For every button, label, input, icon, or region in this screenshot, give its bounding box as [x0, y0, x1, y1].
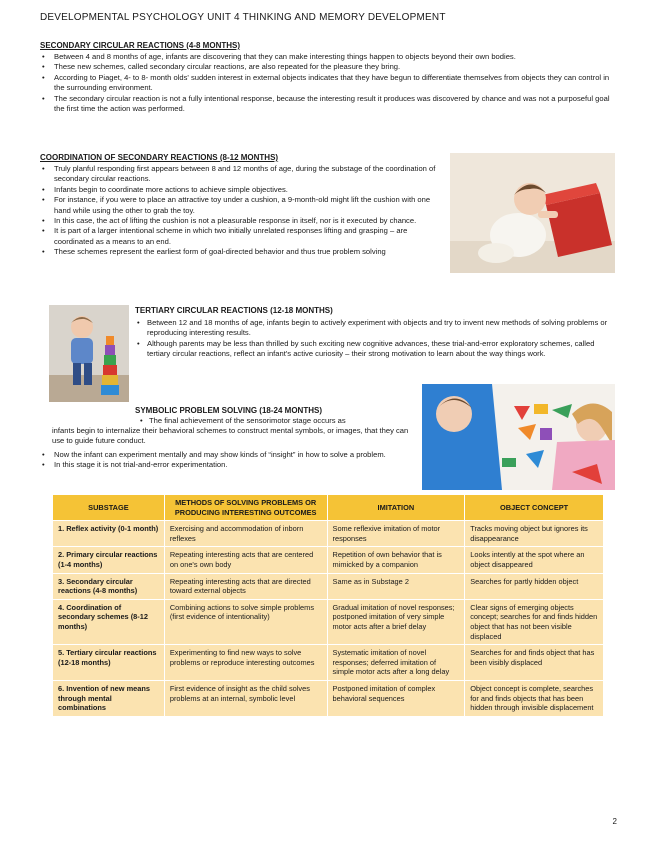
table-cell: Systematic imitation of novel responses; deferred imitation of simple motor acts after a long delay — [327, 645, 465, 681]
symbolic-lead-start: The final achievement of the sensorimotor stage occurs as — [149, 416, 346, 425]
table-cell: 1. Reflex activity (0-1 month) — [53, 521, 165, 547]
table-cell: Clear signs of emerging objects concept; searches for and finds hidden object that has not been visible displaced — [465, 599, 604, 644]
coordination-title: COORDINATION OF SECONDARY REACTIONS (8-12 MONTHS) — [40, 153, 279, 162]
table-cell: Combining actions to solve simple problems (first evidence of intentionality) — [164, 599, 327, 644]
list-item: • According to Piaget, 4- to 8- month olds' sudden interest in external objects indicates that they have begun to differentiate themselves from objects they can control in the surrounding environment. — [40, 73, 615, 94]
table-header-row — [53, 495, 604, 521]
toddler-stacking-photo — [49, 305, 129, 402]
table-cell: Some reflexive imitation of motor responses — [327, 521, 465, 547]
table-cell: Experimenting to find new ways to solve problems or reproduce interesting outcomes — [164, 645, 327, 681]
table-row — [53, 547, 604, 573]
list-item: • The secondary circular reaction is not a fully intentional response, because the interesting result it produces was discovered by chance and was not a purposeful goal the first time the action was performed. — [40, 94, 615, 115]
symbolic-lead-bullet — [140, 416, 346, 426]
table-cell: 6. Invention of new means through mental combinations — [53, 680, 165, 716]
children-puzzle-photo — [422, 384, 615, 490]
table-cell: Searches for and finds object that has been visibly displaced — [465, 645, 604, 681]
table-header-cell: OBJECT CONCEPT — [465, 495, 604, 521]
secondary-reactions-title: SECONDARY CIRCULAR REACTIONS (4-8 MONTHS) — [40, 41, 241, 50]
list-item: • These new schemes, called secondary circular reactions, are also repeated for the pleasure they bring. — [40, 62, 615, 72]
table-cell: 5. Tertiary circular reactions (12-18 months) — [53, 645, 165, 681]
substage-summary-table — [52, 494, 604, 717]
table-cell: Exercising and accommodation of inborn reflexes — [164, 521, 327, 547]
symbolic-lead-continued: infants begin to internalize their behavioral schemes to construct mental symbols, or images, that they can use to guide future conduct. — [52, 426, 409, 446]
list-item: • Although parents may be less than thrilled by such exciting new cognitive advances, these trial-and-error exploratory schemes, called tertiary circular reactions, reflect an infant's active curiosity – their strong motivation to learn about the way things work. — [135, 339, 613, 360]
table-row — [53, 599, 604, 644]
symbolic-title: SYMBOLIC PROBLEM SOLVING (18-24 MONTHS) — [135, 406, 322, 415]
list-item: • Between 12 and 18 months of age, infants begin to actively experiment with objects and try to invent new methods of solving problems or reproducing interesting results. — [135, 318, 613, 339]
bullet-glyph: • — [140, 416, 149, 425]
list-item: • In this stage it is not trial-and-error experimentation. — [40, 460, 420, 470]
list-item: • Truly planful responding first appears between 8 and 12 months of age, during the substage of the coordination of secondary circular reactions. — [40, 164, 440, 185]
secondary-reactions-list — [40, 52, 615, 114]
table-row — [53, 521, 604, 547]
table-cell: Object concept is complete, searches for and finds objects that has been hidden through invisible displacement — [465, 680, 604, 716]
table-cell: Postponed imitation of complex behavioral sequences — [327, 680, 465, 716]
tertiary-reactions-list — [135, 318, 613, 360]
list-item: • In this case, the act of lifting the cushion is not a pleasurable response in itself, nor is it executed by chance. — [40, 216, 440, 226]
page-number: 2 — [612, 817, 617, 826]
list-item: • It is part of a larger intentional scheme in which two initially unrelated responses lifting and grasping – are coordinated as a means to an end. — [40, 226, 440, 247]
table-cell: Repeating interesting acts that are directed toward external objects — [164, 573, 327, 599]
table-cell: Tracks moving object but ignores its disappearance — [465, 521, 604, 547]
table-cell: First evidence of insight as the child solves problems at an internal, symbolic level — [164, 680, 327, 716]
list-item: • Infants begin to coordinate more actions to achieve simple objectives. — [40, 185, 440, 195]
table-header-cell: METHODS OF SOLVING PROBLEMS OR PRODUCING INTERESTING OUTCOMES — [164, 495, 327, 521]
list-item: • Between 4 and 8 months of age, infants are discovering that they can make interesting things happen to objects beyond their own bodies. — [40, 52, 615, 62]
document-header: DEVELOPMENTAL PSYCHOLOGY UNIT 4 THINKING AND MEMORY DEVELOPMENT — [40, 12, 446, 23]
list-item: • Now the infant can experiment mentally and may show kinds of “insight” in how to solve a problem. — [40, 450, 420, 460]
table-cell: Searches for partly hidden object — [465, 573, 604, 599]
table-cell: Looks intently at the spot where an object disappeared — [465, 547, 604, 573]
table-cell: Gradual imitation of novel responses; postponed imitation of very simple motor acts after a brief delay — [327, 599, 465, 644]
table-cell: Same as in Substage 2 — [327, 573, 465, 599]
coordination-list — [40, 164, 440, 258]
symbolic-list — [40, 450, 420, 471]
tertiary-reactions-title: TERTIARY CIRCULAR REACTIONS (12-18 MONTHS) — [135, 306, 333, 315]
baby-with-box-photo — [450, 153, 615, 273]
table-header-cell: IMITATION — [327, 495, 465, 521]
list-item: • These schemes represent the earliest form of goal-directed behavior and thus true problem solving — [40, 247, 574, 257]
table-cell: 2. Primary circular reactions (1-4 months) — [53, 547, 165, 573]
table-row — [53, 573, 604, 599]
table-cell: Repetition of own behavior that is mimicked by a companion — [327, 547, 465, 573]
table-row — [53, 645, 604, 681]
list-item: • For instance, if you were to place an attractive toy under a cushion, a 9-month-old might lift the cushion with one hand while using the other to grab the toy. — [40, 195, 440, 216]
table-row — [53, 680, 604, 716]
table-cell: 4. Coordination of secondary schemes (8-12 months) — [53, 599, 165, 644]
table-cell: 3. Secondary circular reactions (4-8 months) — [53, 573, 165, 599]
table-header-cell: SUBSTAGE — [53, 495, 165, 521]
table-cell: Repeating interesting acts that are centered on one's own body — [164, 547, 327, 573]
